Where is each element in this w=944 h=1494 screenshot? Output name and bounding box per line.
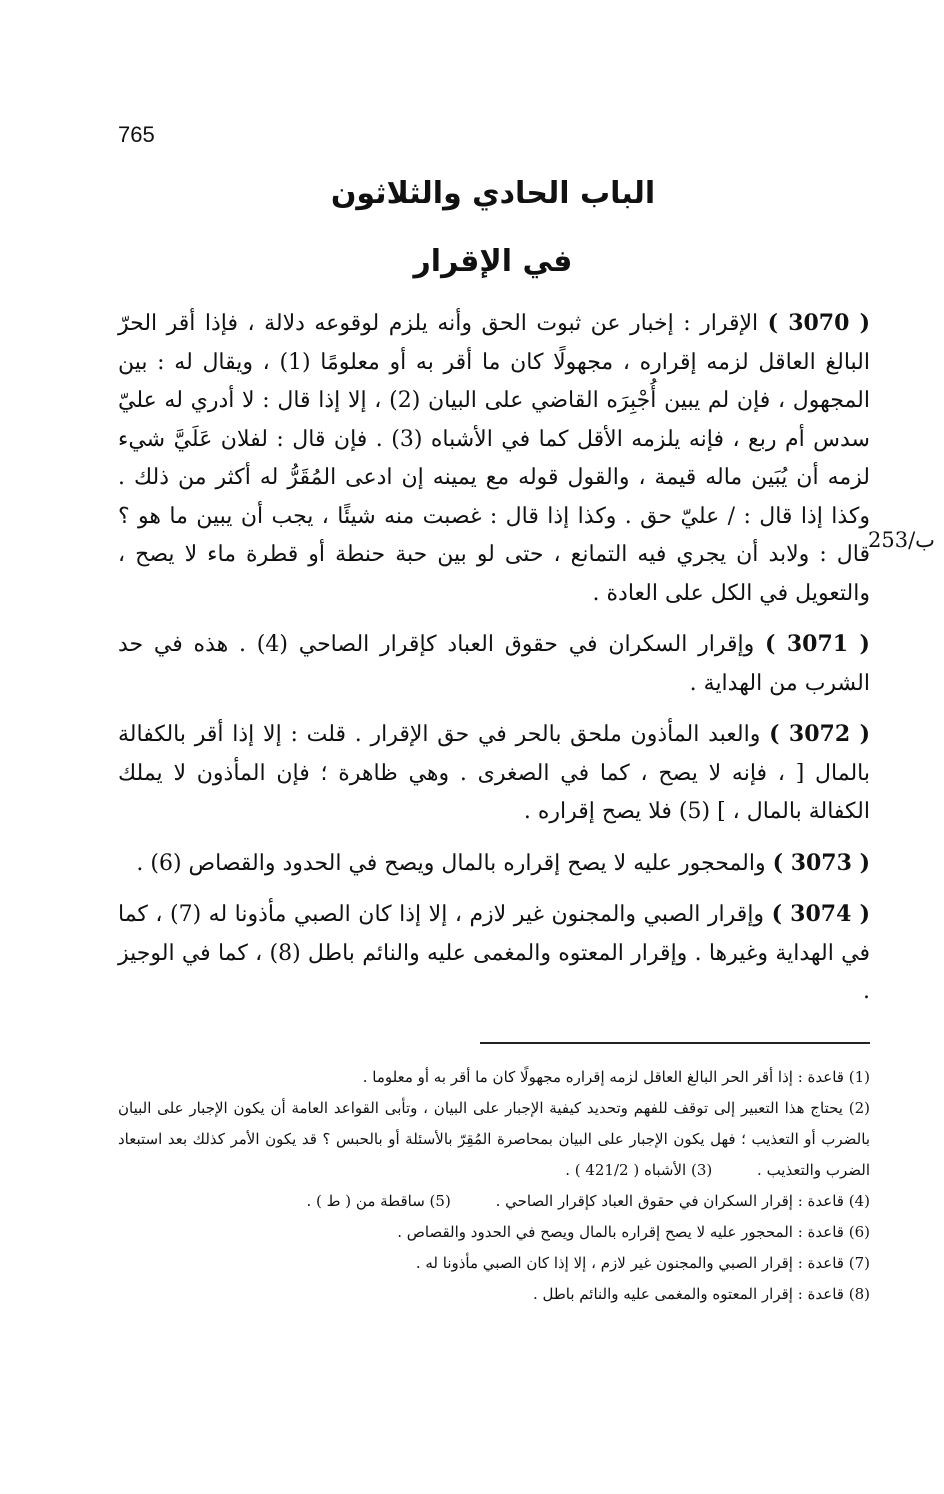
- paragraph-text: وإقرار السكران في حقوق العباد كإقرار الصاحي (4) . هذه في حد الشرب من الهداية .: [118, 632, 870, 696]
- paragraph-number: ( 3071 ): [765, 631, 870, 657]
- paragraph-text: الإقرار : إخبار عن ثبوت الحق وأنه يلزم لوقوعه دلالة ، فإذا أقر الحرّ البالغ العاقل لزمه إقراره ، مجهولًا كان ما أقر به أو معلومًا (1) ، ويقال له : بين المجهول ، فإن لم يبين أُجْبِرَه القاضي على البيان (2) ، إلا إذا قال : لا أدري له عليّ سدس أم ربع ، فإنه يلزمه الأقل كما في الأشباه (3) . فإن قال : لفلان عَلَيَّ شيء لزمه أن يُبَين ماله قيمة ، والقول قوله مع يمينه إن ادعى المُقَرُّ له أكثر من ذلك . وكذا إذا قال : / عليّ حق . وكذا إذا قال : غصبت منه شيئًا ، يجب أن يبين ما هو ؟ قال : ولابد أن يجري فيه التمانع ، حتى لو بين حبة حنطة أو قطرة ماء لا يصح ، والتعويل في الكل على العادة .: [118, 311, 870, 606]
- paragraph-3071: [118, 625, 870, 703]
- footnotes: [118, 1062, 870, 1310]
- body-text: [118, 304, 870, 1024]
- paragraph-3073: [118, 844, 870, 884]
- footnote-3: (3) الأشباه ( 421/2 ) .: [565, 1161, 713, 1179]
- paragraph-number: ( 3073 ): [772, 849, 870, 876]
- paragraph-text: وإقرار الصبي والمجنون غير لازم ، إلا إذا كان الصبي مأذونا له (7) ، كما في الهداية وغيرها . وإقرار المعتوه والمغمى عليه والنائم باطل (8) ، كما في الوجيز .: [118, 902, 870, 1004]
- footnote-1: (1) قاعدة : إذا أقر الحر البالغ العاقل لزمه إقراره مجهولًا كان ما أقر به أو معلوما .: [362, 1068, 870, 1086]
- footnote-2: (2) يحتاج هذا التعبير إلى توقف للفهم وتحديد كيفية الإجبار على البيان ، وتأبى القواعد العامة أن يكون الإجبار على البيان بالضرب أو التعذيب ؛ فهل يكون الإجبار على البيان بمحاصرة المُقِرّ بالأسئلة أو بالحبس ؟ قد يكون الأمر كذلك بعد استبعاد الضرب والتعذيب .: [118, 1099, 870, 1179]
- footnote-6: (6) قاعدة : المحجور عليه لا يصح إقراره بالمال ويصح في الحدود والقصاص .: [397, 1223, 870, 1241]
- page-number: 765: [118, 122, 155, 147]
- chapter-subtitle: في الإقرار: [413, 244, 573, 279]
- footnote-4: (4) قاعدة : إقرار السكران في حقوق العباد كإقرار الصاحي .: [495, 1192, 870, 1210]
- footnote-7: (7) قاعدة : إقرار الصبي والمجنون غير لازم ، إلا إذا كان الصبي مأذونا له .: [415, 1254, 870, 1272]
- paragraph-3070: [118, 304, 870, 613]
- margin-folio-note: 253/ب: [868, 528, 935, 552]
- footnote-4-5: [118, 1186, 870, 1217]
- paragraph-text: والعبد المأذون ملحق بالحر في حق الإقرار . قلت : إلا إذا أقر بالكفالة بالمال [ ، فإنه لا يصح ، كما في الصغرى . وهي ظاهرة ؛ فإن المأذون لا يملك الكفالة بالمال ، ] (5) فلا يصح إقراره .: [118, 722, 870, 824]
- paragraph-text: والمحجور عليه لا يصح إقراره بالمال ويصح في الحدود والقصاص (6) .: [136, 850, 766, 876]
- paragraph-3072: [118, 715, 870, 832]
- footnote-2-3: [118, 1093, 870, 1186]
- footnote-separator: [480, 1042, 870, 1044]
- footnote-8: (8) قاعدة : إقرار المعتوه والمغمى عليه والنائم باطل .: [532, 1285, 870, 1303]
- chapter-title: الباب الحادي والثلاثون: [330, 176, 656, 211]
- paragraph-3074: [118, 895, 870, 1012]
- paragraph-number: ( 3074 ): [771, 901, 870, 927]
- footnote-5: (5) ساقطة من ( ط ) .: [306, 1192, 451, 1210]
- paragraph-number: ( 3072 ): [769, 721, 870, 747]
- paragraph-number: ( 3070 ): [767, 310, 870, 336]
